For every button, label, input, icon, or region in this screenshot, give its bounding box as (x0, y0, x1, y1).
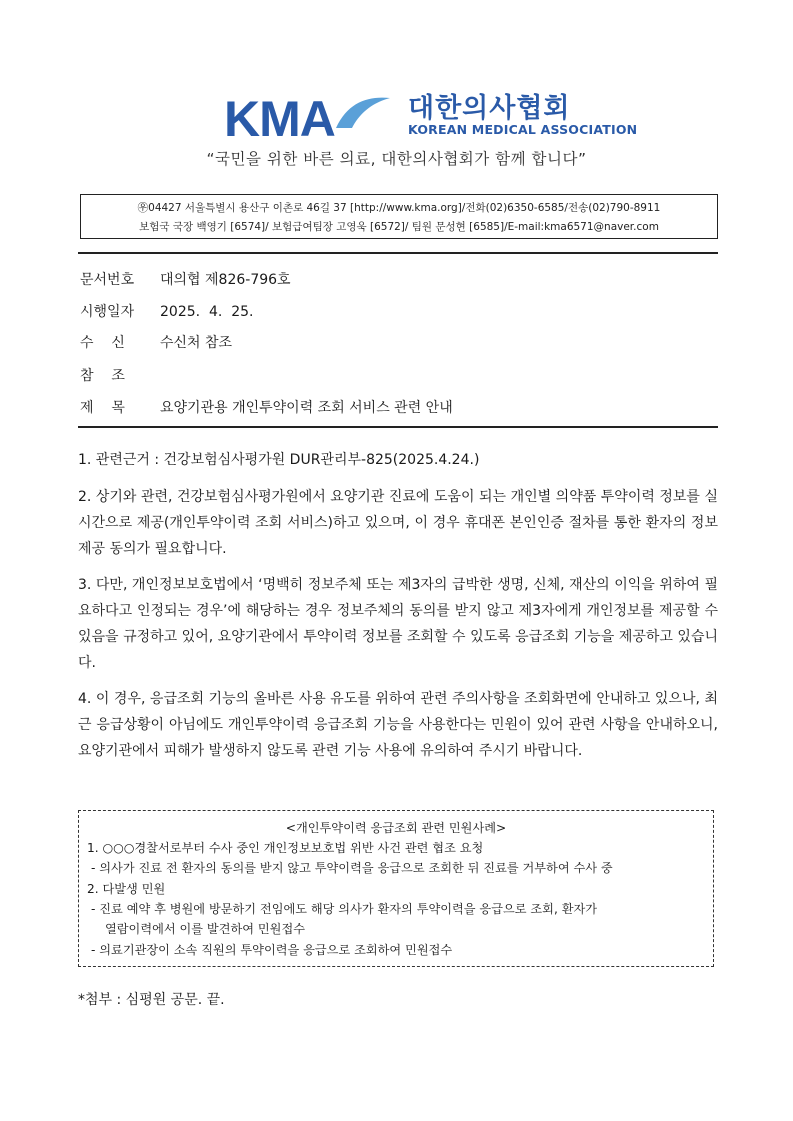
reference-label: 참 조 (80, 368, 125, 384)
paragraph-3: 3. 다만, 개인정보보호법에서 ‘명백히 정보주체 또는 제3자의 급박한 생명, 신체, 재산의 이익을 위하여 필요하다고 인정되는 경우’에 해당하는 경우 정보주체의 동의를 받지 않고 제3자에게 개인정보를 제공할 수 있음을 규정하고 있어, 요양기관에서 투약이력 정보를 조회할 수 있도록 응급조회 기능을 제공하고 있습니다. (78, 577, 718, 671)
recipient-value: 수신처 참조 (160, 335, 233, 351)
attachment-note: *첨부 : 심평원 공문. 끝. (78, 992, 225, 1008)
paragraph-1: 1. 관련근거 : 건강보험심사평가원 DUR관리부-825(2025.4.24.) (78, 452, 480, 468)
complaint-cases-box (78, 810, 714, 967)
case-item-2: 2. 다발생 민원 (87, 882, 166, 896)
paragraph-4: 4. 이 경우, 응급조회 기능의 올바른 사용 유도를 위하여 관련 주의사항을 조회화면에 안내하고 있으나, 최근 응급상황이 아님에도 개인투약이력 응급조회 기능을 사용한다는 민원이 있어 관련 사항을 안내하오니, 요양기관에서 피해가 발생하지 않도록 관련 기능 사용에 유의하여 주시기 바랍니다. (78, 691, 718, 759)
case-item-1: 1. ○○○경찰서로부터 수사 중인 개인정보보호법 위반 사건 관련 협조 요청 (87, 841, 484, 855)
doc-number-value: 대의협 제826-796호 (160, 272, 291, 288)
case-item-2-detail-b: - 의료기관장이 소속 직원의 투약이력을 응급으로 조회하여 민원접수 (91, 943, 453, 957)
slogan: “국민을 위한 바른 의료, 대한의사협회가 함께 합니다” (206, 150, 587, 168)
case-item-2-detail-a-cont: 열람이력에서 이를 발견하여 민원접수 (105, 922, 305, 936)
header-divider (78, 252, 718, 254)
subject-value: 요양기관용 개인투약이력 조회 서비스 관련 안내 (160, 400, 453, 416)
doc-number-label: 문서번호 (80, 272, 135, 288)
recipient-row (80, 333, 232, 353)
kma-logo-english-name: KOREAN MEDICAL ASSOCIATION (408, 122, 638, 137)
date-label: 시행일자 (80, 304, 135, 320)
meta-divider (78, 426, 718, 428)
doc-number-row (80, 270, 291, 290)
paragraph-2: 2. 상기와 관련, 건강보험심사평가원에서 요양기관 진료에 도움이 되는 개인별 의약품 투약이력 정보를 실시간으로 제공(개인투약이력 조회 서비스)하고 있으며, 이 경우 휴대폰 본인인증 절차를 통한 환자의 정보제공 동의가 필요합니다. (78, 489, 718, 557)
date-value: 2025. 4. 25. (160, 304, 254, 320)
case-item-2-detail-a: - 진료 예약 후 병원에 방문하기 전임에도 해당 의사가 환자의 투약이력을 응급으로 조회, 환자가 (91, 902, 598, 916)
recipient-label: 수 신 (80, 335, 125, 351)
case-item-1-detail: - 의사가 진료 전 환자의 동의를 받지 않고 투약이력을 응급으로 조회한 뒤 진료를 거부하여 수사 중 (91, 861, 613, 875)
subject-label: 제 목 (80, 400, 125, 416)
cases-title: <개인투약이력 응급조회 관련 민원사례> (285, 821, 507, 835)
reference-row (80, 366, 160, 386)
kma-logo-korean-name: 대한의사협회 (408, 93, 571, 124)
contact-info-box (80, 194, 718, 239)
contact-staff-line: 보험국 국장 백영기 [6574]/ 보험급여팀장 고영욱 [6572]/ 팀원 문성현 [6585]/E-mail:kma6571@naver.com (139, 221, 659, 233)
kma-logo-swoosh-icon (334, 92, 394, 132)
subject-row (80, 398, 453, 418)
contact-address-line: ㉾04427 서울특별시 용산구 이촌로 46길 37 [http://www.kma.org]/전화(02)6350-6585/전송(02)790-8911 (137, 202, 661, 214)
kma-logo-wordmark: KMA (224, 91, 335, 147)
date-row (80, 302, 254, 322)
